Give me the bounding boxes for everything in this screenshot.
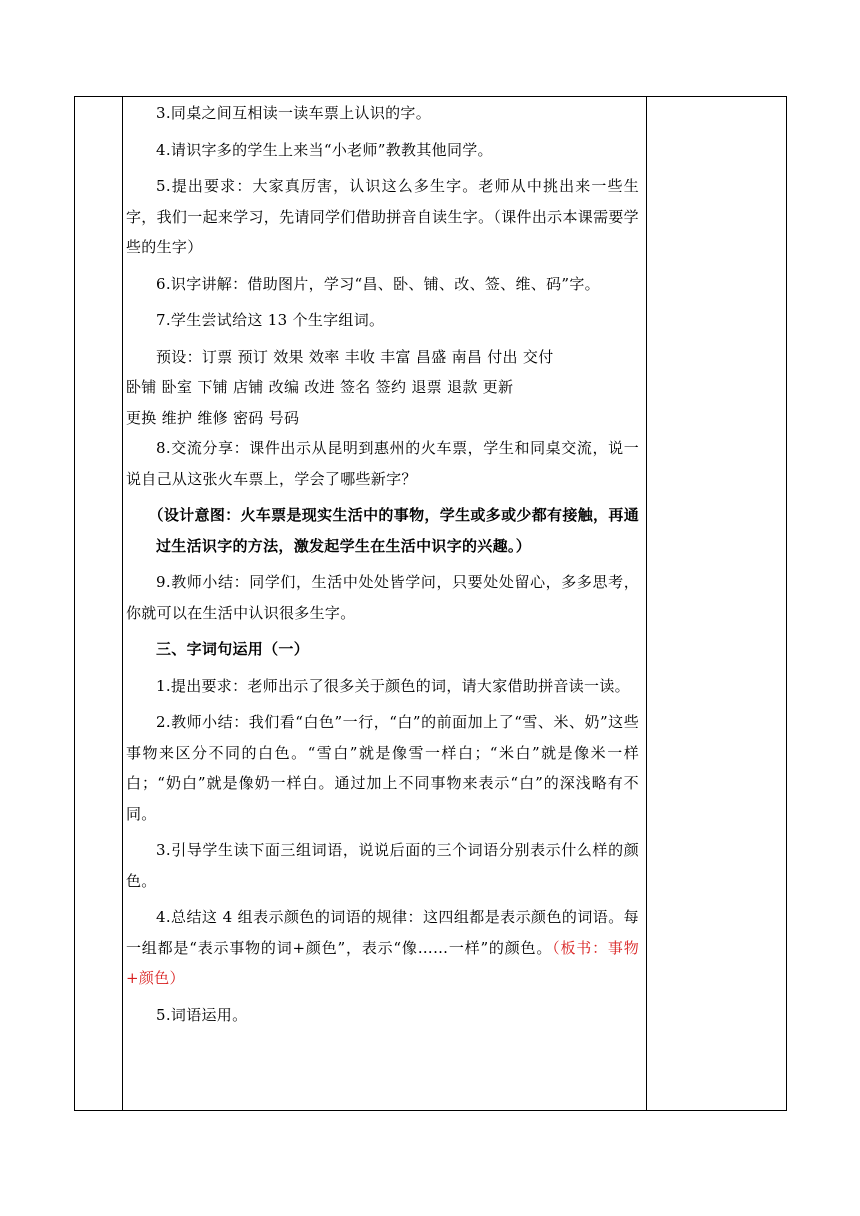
column-divider-right: [646, 97, 647, 1110]
word-list-line-3: 更换 维护 维修 密码 号码: [126, 408, 300, 427]
paragraph-section-step-2: 2.教师小结：我们看“白色”一行，“白”的前面加上了“雪、米、奶”这些事物来区分不同的白色。“雪白”就是像雪一样白；“米白”就是像米一样白；“奶白”就是像奶一样白。通过加上不同事物来表示“白”的深浅略有不同。: [126, 713, 639, 823]
board-note: （板书：事物+颜色）: [126, 938, 639, 987]
paragraph-step-7: 7.学生尝试给这 13 个生字组词。: [156, 311, 385, 329]
word-list-line-2: 卧铺 卧室 下铺 店铺 改编 改进 签名 签约 退票 退款 更新: [126, 378, 514, 396]
paragraph-step-9: 9.教师小结：同学们，生活中处处皆学问，只要处处留心，多多思考，你就可以在生活中认识很多生字。: [126, 573, 639, 622]
paragraph-section-step-4: [126, 902, 639, 994]
paragraph-step-6: 6.识字讲解：借助图片，学习“昌、卧、铺、改、签、维、码”字。: [156, 274, 600, 293]
design-intent: （设计意图：火车票是现实生活中的事物，学生或多或少都有接触，再通过生活识字的方法，激发起学生在生活中识字的兴趣。）: [148, 506, 639, 555]
paragraph-step-8: 8.交流分享：课件出示从昆明到惠州的火车票，学生和同桌交流，说一说自己从这张火车票上，学会了哪些新字？: [126, 439, 639, 488]
paragraph-step-3: 3.同桌之间互相读一读车票上认识的字。: [156, 104, 432, 122]
lesson-content-cell: [122, 96, 646, 1030]
word-list-line-1: 预设：订票 预订 效果 效率 丰收 丰富 昌盛 南昌 付出 交付: [156, 347, 554, 366]
summary-text: 4.总结这 4 组表示颜色的词语的规律：这四组都是表示颜色的词语。每一组都是“表示事物的词+颜色”，表示“像……一样”的颜色。: [126, 908, 639, 957]
paragraph-section-step-3: 3.引导学生读下面三组词语，说说后面的三个词语分别表示什么样的颜色。: [126, 841, 639, 890]
paragraph-step-4: 4.请识字多的学生上来当“小老师”教教其他同学。: [156, 140, 493, 159]
paragraph-section-step-5: 5.词语运用。: [156, 1005, 248, 1024]
section-heading: 三、字词句运用（一）: [156, 640, 310, 658]
paragraph-step-5: 5.提出要求：大家真厉害，认识这么多生字。老师从中挑出来一些生字，我们一起来学习，先请同学们借助拼音自读生字。（课件出示本课需要学些的生字）: [126, 177, 639, 256]
paragraph-section-step-1: 1.提出要求：老师出示了很多关于颜色的词，请大家借助拼音读一读。: [156, 676, 630, 695]
